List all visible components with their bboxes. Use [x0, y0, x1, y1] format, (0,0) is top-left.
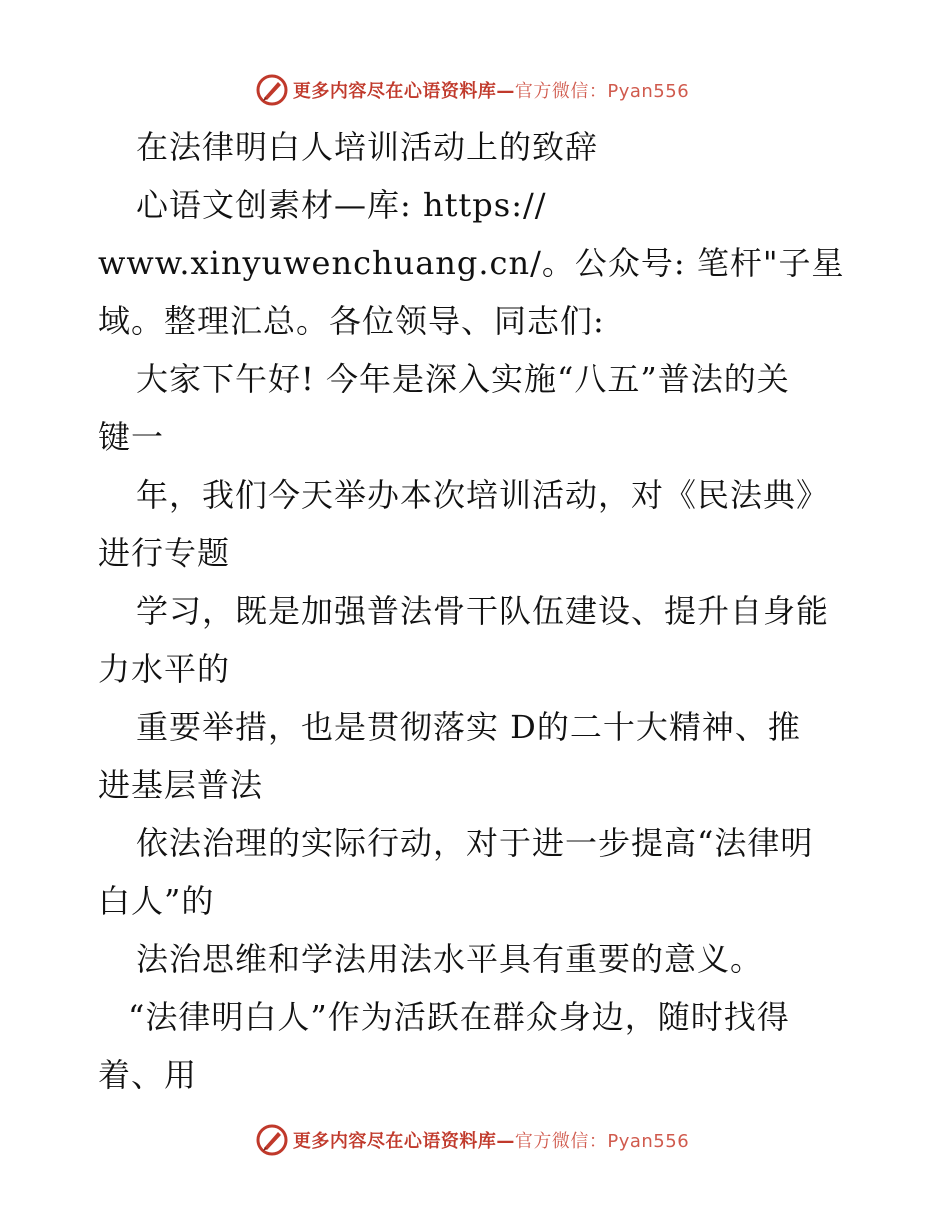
- paragraph-line: 域。整理汇总。各位领导、同志们:: [98, 302, 605, 340]
- paragraph-line: 年，我们今天举办本次培训活动，对《民法典》: [136, 476, 830, 514]
- pen-logo-icon: [255, 1123, 289, 1157]
- paragraph-line: 键一: [98, 418, 165, 456]
- pen-logo-icon: [255, 73, 289, 107]
- paragraph-line: 着、用: [98, 1056, 198, 1094]
- footer-banner-wechat: 官方微信：Pyan556: [514, 1131, 690, 1152]
- paragraph-line: 重要举措，也是贯彻落实 D的二十大精神、推: [136, 708, 801, 746]
- footer-banner-content: [255, 1123, 689, 1157]
- header-banner-text: [293, 77, 689, 103]
- footer-banner-text: [293, 1127, 689, 1153]
- header-banner: [0, 70, 950, 110]
- header-banner-main: 更多内容尽在心语资料库—: [292, 81, 515, 102]
- paragraph-line: 力水平的: [98, 650, 231, 688]
- document-body: [98, 118, 858, 1104]
- paragraph-line: 法治思维和学法用法水平具有重要的意义。: [136, 940, 764, 978]
- document-title: 在法律明白人培训活动上的致辞: [136, 128, 599, 166]
- footer-banner: [0, 1120, 950, 1160]
- paragraph-line: www.xinyuwenchuang.cn/。公众号: 笔杆"子星: [98, 244, 845, 282]
- header-banner-wechat: 官方微信：Pyan556: [514, 81, 690, 102]
- header-banner-content: [255, 73, 689, 107]
- paragraph-line: 白人”的: [98, 882, 215, 920]
- paragraph-line: 进行专题: [98, 534, 231, 572]
- paragraph-line: 学习，既是加强普法骨干队伍建设、提升自身能: [136, 592, 830, 630]
- footer-banner-main: 更多内容尽在心语资料库—: [292, 1131, 515, 1152]
- paragraph-line: 心语文创素材—库: https://: [136, 186, 547, 224]
- paragraph-line: 进基层普法: [98, 766, 264, 804]
- paragraph-line: 依法治理的实际行动，对于进一步提高“法律明: [136, 824, 814, 862]
- paragraph-line: 大家下午好! 今年是深入实施“八五”普法的关: [136, 360, 790, 398]
- paragraph-line: “法律明白人”作为活跃在群众身边，随时找得: [128, 998, 790, 1036]
